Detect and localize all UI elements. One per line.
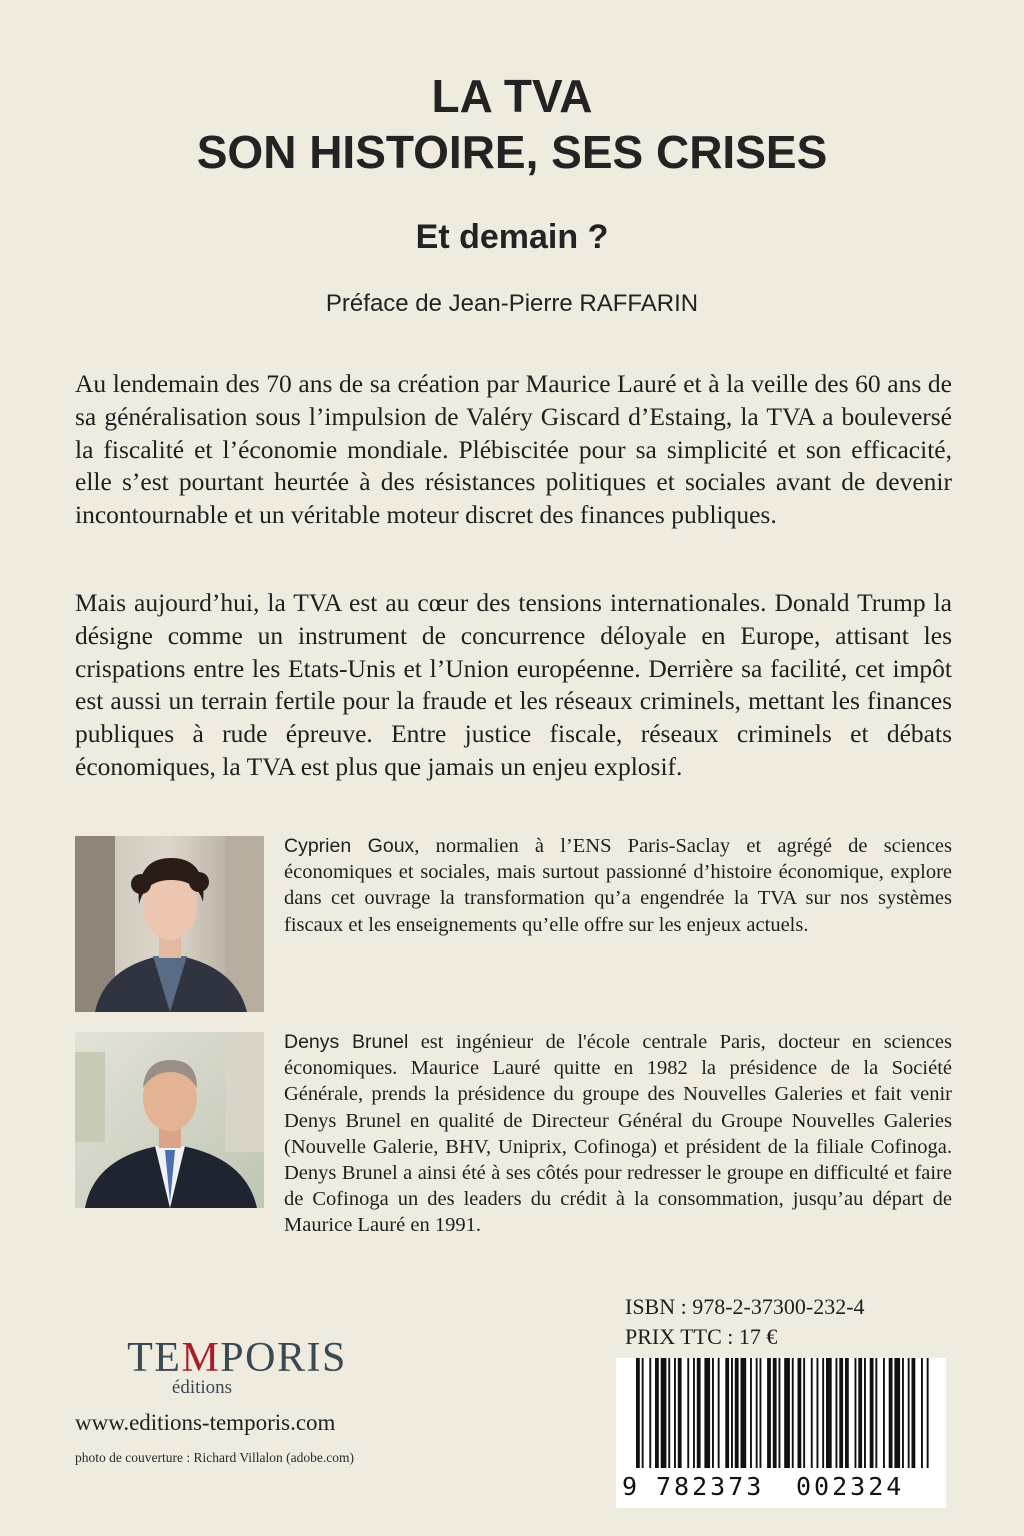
title-line-2: SON HISTOIRE, SES CRISES bbox=[196, 126, 828, 178]
barcode-bar bbox=[741, 1358, 747, 1470]
barcode-digits bbox=[616, 1468, 946, 1508]
barcode-bar bbox=[864, 1358, 866, 1470]
author-bio-cyprien-goux bbox=[284, 833, 952, 938]
barcode-bar bbox=[912, 1358, 916, 1470]
barcode-bar bbox=[908, 1358, 910, 1470]
preface-credit: Préface de Jean-Pierre RAFFARIN bbox=[325, 290, 699, 317]
barcode-bar bbox=[678, 1358, 682, 1470]
barcode-bar bbox=[668, 1358, 670, 1470]
title-line-1: LA TVA bbox=[431, 70, 593, 122]
barcode-bar bbox=[811, 1358, 813, 1470]
logo-accent-letter: M bbox=[181, 1335, 221, 1381]
barcode-bar bbox=[875, 1358, 877, 1470]
barcode-bar bbox=[894, 1358, 900, 1470]
barcode-left-group: 782373 bbox=[656, 1472, 765, 1501]
barcode-bar bbox=[839, 1358, 843, 1470]
barcode-bar bbox=[855, 1358, 857, 1470]
publisher-logo bbox=[112, 1335, 362, 1399]
barcode-bar bbox=[750, 1358, 752, 1470]
barcode-bar bbox=[718, 1358, 720, 1470]
barcode-bar bbox=[655, 1358, 659, 1470]
barcode-bar bbox=[889, 1358, 893, 1470]
barcode-bar bbox=[902, 1358, 904, 1470]
barcode-first-digit: 9 bbox=[622, 1472, 638, 1501]
barcode-bar bbox=[735, 1358, 739, 1470]
publisher-logo-subtitle: éditions bbox=[171, 1377, 233, 1398]
book-subtitle: Et demain ? bbox=[415, 218, 609, 256]
barcode-bar bbox=[792, 1358, 794, 1470]
barcode-bar bbox=[674, 1358, 676, 1470]
barcode-bar bbox=[927, 1358, 929, 1470]
book-title bbox=[0, 68, 1024, 180]
author-bio-text: est ingénieur de l'école centrale Paris, docteur en sciences économiques. Maurice Lauré quitte en 1982 la présidence de la Société Générale, prends la présidence du groupe des Nouvelles Galeries et fait venir Denys Brunel en qualité de Directeur Général du Groupe Nouvelles Galeries (Nouvelle Galerie, BHV, Uniprix, Cofinoga) et président de la filiale Cofinoga. Denys Brunel a ainsi été à ses côtés pour redresser le groupe en difficulté et faire de Cofinoga un des leaders du crédit à la consommation, jusqu’au départ de Maurice Lauré en 1991. bbox=[284, 1031, 952, 1237]
barcode-bar bbox=[817, 1358, 819, 1470]
photo-credit: photo de couverture : Richard Villalon (adobe.com) bbox=[75, 1450, 354, 1465]
barcode-bar bbox=[636, 1358, 640, 1470]
author-photo-cyprien-goux bbox=[75, 836, 264, 1012]
barcode-bar bbox=[773, 1358, 777, 1470]
barcode-bar bbox=[767, 1358, 771, 1470]
barcode-right-group: 002324 bbox=[796, 1472, 905, 1501]
barcode-bar bbox=[803, 1358, 805, 1470]
barcode-bar bbox=[826, 1358, 832, 1470]
barcode-bar bbox=[836, 1358, 838, 1470]
barcode-bar bbox=[779, 1358, 781, 1470]
barcode-bar bbox=[687, 1358, 689, 1470]
author-name: Denys Brunel bbox=[284, 1031, 409, 1053]
author-bio-denys-brunel bbox=[284, 1029, 952, 1239]
price-label: PRIX TTC : 17 € bbox=[625, 1324, 778, 1349]
author-name: Cyprien Goux bbox=[284, 835, 415, 857]
barcode-bar bbox=[858, 1358, 862, 1470]
barcode-bar bbox=[870, 1358, 874, 1470]
summary-paragraph-1: Au lendemain des 70 ans de sa création par Maurice Lauré et à la veille des 60 ans de sa généralisation sous l’impulsion de Valéry Giscard d’Estaing, la TVA a bouleversé la fiscalité et l’économie mondiale. Plébiscitée pour sa simplicité et son efficacité, elle s’est pourtant heurtée à des résistances politiques et sociales avant de devenir incontournable et un véritable moteur discret des finances publiques. bbox=[75, 369, 952, 530]
barcode-bar bbox=[693, 1358, 695, 1470]
summary-paragraph-2: Mais aujourd’hui, la TVA est au cœur des tensions internationales. Donald Trump la désigne comme un instrument de concurrence déloyale en Europe, attisant les crispations entre les Etats-Unis et l’Union européenne. Derrière sa facilité, cet impôt est aussi un terrain fertile pour la fraude et les réseaux criminels, mettant les finances publiques à rude épreuve. Entre justice fiscale, réseaux criminels et débats économiques, la TVA est plus que jamais un enjeu explosif. bbox=[75, 588, 952, 781]
author-bio-text: , normalien à l’ENS Paris-Saclay et agrégé de sciences économiques et sociales, mais surtout passionné d’histoire économique, explore dans cet ouvrage la transformation qu’a engendrée la TVA sur nos systèmes fiscaux et les enseignements qu’elle offre sur les enjeux actuels. bbox=[284, 835, 952, 936]
isbn-number: ISBN : 978-2-37300-232-4 bbox=[625, 1294, 865, 1319]
publisher-website: www.editions-temporis.com bbox=[75, 1410, 336, 1435]
barcode-bar bbox=[697, 1358, 701, 1470]
barcode-bar bbox=[784, 1358, 790, 1470]
barcode-bar bbox=[712, 1358, 714, 1470]
barcode-bar bbox=[725, 1358, 729, 1470]
barcode-bar bbox=[883, 1358, 885, 1470]
publisher-logo-wordmark: TEMPORIS bbox=[127, 1335, 347, 1381]
barcode-bar bbox=[649, 1358, 651, 1470]
barcode-bar bbox=[822, 1358, 824, 1470]
barcode-bar bbox=[845, 1358, 849, 1470]
barcode-bar bbox=[661, 1358, 667, 1470]
barcode-bar bbox=[642, 1358, 644, 1470]
isbn-block bbox=[625, 1292, 865, 1352]
barcode-bar bbox=[756, 1358, 758, 1470]
barcode-bar bbox=[798, 1358, 802, 1470]
barcode-bar bbox=[760, 1358, 762, 1470]
barcode-bar bbox=[704, 1358, 710, 1470]
barcode-bar bbox=[921, 1358, 923, 1470]
barcode-bar bbox=[731, 1358, 733, 1470]
author-photo-denys-brunel bbox=[75, 1032, 264, 1208]
